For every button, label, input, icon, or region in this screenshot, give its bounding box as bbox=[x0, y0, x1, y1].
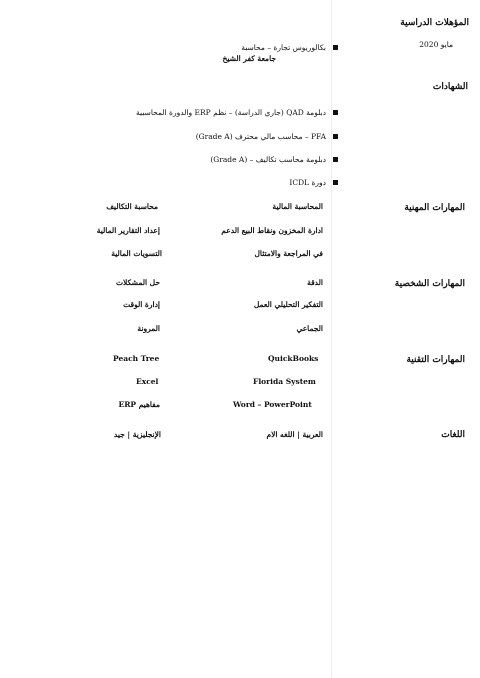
skill-item: التسويات المالية bbox=[111, 249, 162, 258]
skill-item: حل المشكلات bbox=[115, 278, 160, 287]
certificate-text: دورة ICDL bbox=[289, 178, 326, 187]
bullet-icon bbox=[333, 45, 338, 50]
skill-item: Peach Tree bbox=[113, 354, 160, 363]
skill-item: ادارة المخزون ونقاط البيع الدعم bbox=[221, 226, 323, 235]
skill-item: مفاهيم ERP bbox=[118, 400, 160, 409]
certificates-heading: الشهادات bbox=[432, 82, 468, 92]
skill-item: Word – PowerPoint bbox=[233, 400, 312, 409]
bullet-icon bbox=[333, 134, 338, 139]
skill-item: Excel bbox=[136, 377, 159, 386]
bullet-icon bbox=[333, 157, 338, 162]
language-item: الإنجليزية | جيد bbox=[113, 430, 161, 439]
education-university: جامعة كفر الشيخ bbox=[222, 54, 276, 63]
certificate-text: دبلومة محاسب تكاليف – (Grade A) bbox=[210, 155, 326, 164]
personal-skills-heading: المهارات الشخصية bbox=[394, 279, 465, 289]
skill-item: Florida System bbox=[253, 377, 316, 386]
skill-item: المحاسبة المالية bbox=[272, 202, 323, 211]
languages-heading: اللغات bbox=[441, 430, 465, 440]
skill-item: QuickBooks bbox=[268, 354, 319, 363]
certificate-item bbox=[289, 172, 338, 191]
education-heading: المؤهلات الدراسية bbox=[400, 18, 469, 28]
skill-item: في المراجعة والامتثال bbox=[254, 249, 323, 258]
language-item: العربية | اللغه الام bbox=[266, 430, 323, 439]
education-date: مايو 2020 bbox=[419, 40, 453, 49]
technical-skills-heading: المهارات التقنية bbox=[406, 355, 465, 365]
skill-item: التفكير التحليلي العمل bbox=[253, 300, 323, 309]
certificate-item bbox=[196, 126, 338, 145]
skill-item: إعداد التقارير المالية bbox=[96, 226, 160, 235]
skill-item: محاسبة التكاليف bbox=[106, 202, 158, 211]
skill-item: إدارة الوقت bbox=[123, 300, 160, 309]
certificate-text: PFA – محاسب مالي محترف (Grade A) bbox=[195, 132, 326, 141]
certificate-item bbox=[210, 149, 338, 168]
skill-item: الجماعي bbox=[296, 324, 323, 333]
skill-item: المرونة bbox=[137, 324, 160, 333]
education-degree: بكالوريوس تجارة – محاسبة bbox=[241, 43, 326, 52]
certificate-text: دبلومة QAD (جاري الدراسة) – نظم ERP والدورة المحاسبية bbox=[136, 108, 326, 117]
skill-item: الدقة bbox=[307, 278, 323, 287]
certificate-item bbox=[136, 102, 338, 121]
professional-skills-heading: المهارات المهنية bbox=[404, 203, 465, 213]
bullet-icon bbox=[333, 180, 338, 185]
bullet-icon bbox=[333, 110, 338, 115]
